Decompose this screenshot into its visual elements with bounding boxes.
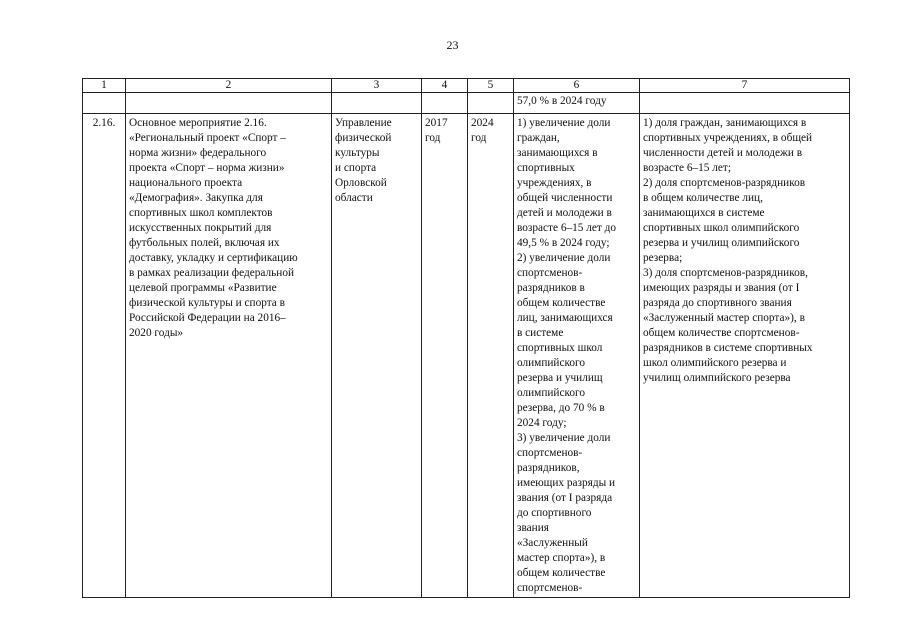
page-number: 23 bbox=[446, 38, 459, 52]
column-header: 5 bbox=[468, 79, 514, 93]
table-cell bbox=[332, 93, 422, 114]
responsible-executor: Управление физической культуры и спорта Орловской области bbox=[332, 114, 422, 598]
table-cell bbox=[468, 93, 514, 114]
table-cell bbox=[640, 93, 850, 114]
column-header: 4 bbox=[422, 79, 468, 93]
table-cell bbox=[422, 93, 468, 114]
program-table bbox=[82, 78, 850, 598]
start-year: 2017 год bbox=[422, 114, 468, 598]
target-indicators: 1) доля граждан, занимающихся в спортивных учреждениях, в общей численности детей и молодежи в возрасте 6–15 лет; 2) доля спортсменов-разрядников в общем количестве лиц, занимающихся в системе спортивных школ олимпийского резерва и училищ олимпийского резерва; 3) доля спортсменов-разрядников, имеющих разряды и звания (от I разряда до спортивного звания «Заслуженный мастер спорта»), в общем количестве спортсменов- разрядников в системе спортивных школ олимпийского резерва и училищ олимпийского резерва bbox=[640, 114, 850, 598]
row-number: 2.16. bbox=[83, 114, 126, 598]
expected-result: 1) увеличение доли граждан, занимающихся в спортивных учреждениях, в общей численности детей и молодежи в возрасте 6–15 лет до 49,5 % в 2024 году; 2) увеличение доли спортсменов- разрядников в общем количестве лиц, занимающихся в системе спортивных школ олимпийского резерва и училищ олимпийского резерва, до 70 % в 2024 году; 3) увеличение доли спортсменов- разрядников, имеющих разряды и звания (от I разряда до спортивного звания «Заслуженный мастер спорта»), в общем количестве спортсменов- bbox=[514, 114, 640, 598]
header-row bbox=[83, 79, 850, 93]
table-cell bbox=[126, 93, 332, 114]
table-row bbox=[83, 114, 850, 598]
column-header: 7 bbox=[640, 79, 850, 93]
table-cell: 57,0 % в 2024 году bbox=[514, 93, 640, 114]
end-year: 2024 год bbox=[468, 114, 514, 598]
column-header: 1 bbox=[83, 79, 126, 93]
carry-over-row bbox=[83, 93, 850, 114]
column-header: 3 bbox=[332, 79, 422, 93]
activity-description: Основное мероприятие 2.16. «Региональный проект «Спорт – норма жизни» федерального проекта «Спорт – норма жизни» национального проекта «Демография». Закупка для спортивных школ комплектов искусственных покрытий для футбольных полей, включая их доставку, укладку и сертификацию в рамках реализации федеральной целевой программы «Развитие физической культуры и спорта в Российской Федерации на 2016– 2020 годы» bbox=[126, 114, 332, 598]
column-header: 2 bbox=[126, 79, 332, 93]
column-header: 6 bbox=[514, 79, 640, 93]
table-cell bbox=[83, 93, 126, 114]
